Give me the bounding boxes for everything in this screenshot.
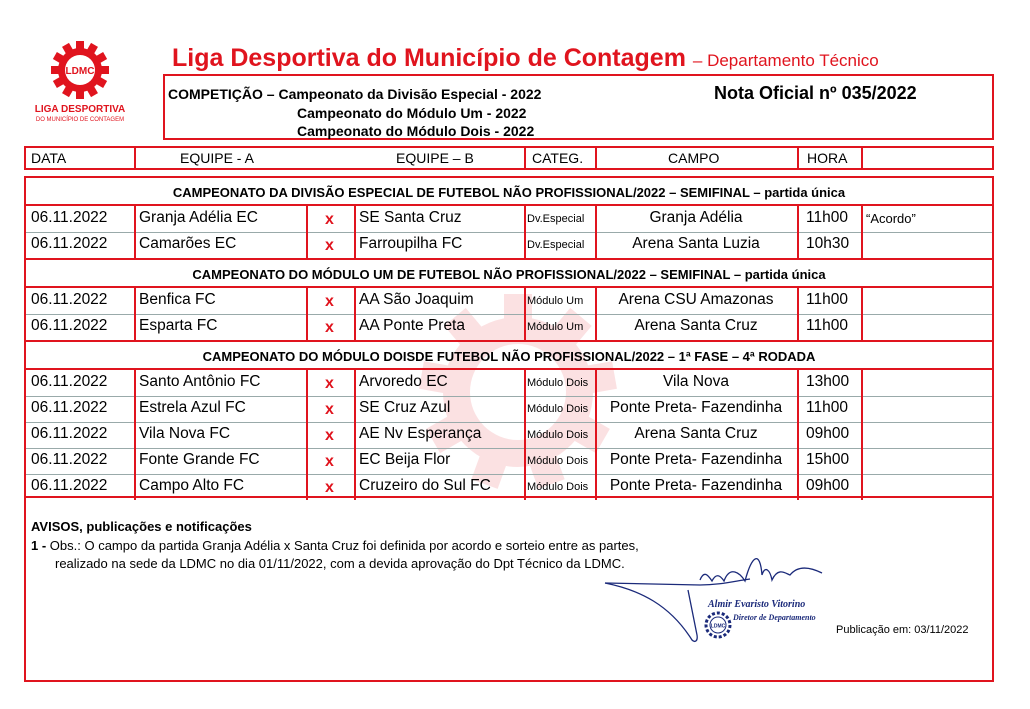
x-mark: x bbox=[325, 479, 334, 496]
row-divider bbox=[26, 448, 992, 449]
col-divider bbox=[524, 368, 526, 500]
col-divider bbox=[134, 146, 136, 170]
match-date: 06.11.2022 bbox=[31, 425, 108, 442]
col-header-campo: CAMPO bbox=[668, 150, 720, 166]
match-time: 10h30 bbox=[806, 235, 850, 252]
row-divider bbox=[26, 422, 992, 423]
col-divider bbox=[595, 368, 597, 500]
match-time: 09h00 bbox=[806, 425, 850, 442]
col-header-data: DATA bbox=[31, 150, 67, 166]
col-divider bbox=[354, 368, 356, 500]
col-divider bbox=[354, 286, 356, 340]
logo-name: LIGA DESPORTIVA bbox=[34, 104, 126, 115]
match-date: 06.11.2022 bbox=[31, 209, 108, 226]
field-name: Granja Adélia bbox=[649, 209, 743, 226]
col-divider bbox=[306, 286, 308, 340]
section-divider bbox=[24, 204, 994, 206]
col-header-equipe-b: EQUIPE – B bbox=[396, 150, 474, 166]
section-title: CAMPEONATO DO MÓDULO DOISDE FUTEBOL NÃO PROFISSIONAL/2022 – 1ª FASE – 4ª RODADA bbox=[202, 349, 816, 364]
team-a: Granja Adélia EC bbox=[139, 209, 258, 226]
category: Módulo Um bbox=[527, 295, 584, 307]
logo-text: LDMC bbox=[65, 66, 95, 77]
avisos-heading bbox=[31, 519, 252, 534]
publication-date: Publicação em: 03/11/2022 bbox=[836, 624, 969, 636]
avisos-heading-bold: AVISOS bbox=[31, 519, 80, 534]
col-header-equipe-a: EQUIPE - A bbox=[180, 150, 254, 166]
team-b: SE Cruz Azul bbox=[359, 399, 451, 416]
category: Dv.Especial bbox=[527, 213, 585, 225]
field-name: Ponte Preta- Fazendinha bbox=[609, 451, 783, 468]
category: Módulo Dois bbox=[527, 455, 589, 467]
team-b: SE Santa Cruz bbox=[359, 209, 462, 226]
category: Módulo Dois bbox=[527, 377, 589, 389]
col-divider bbox=[595, 146, 597, 170]
col-divider bbox=[595, 286, 597, 340]
section-title: CAMPEONATO DA DIVISÃO ESPECIAL DE FUTEBOL NÃO PROFISSIONAL/2022 – SEMIFINAL – partida única bbox=[172, 185, 846, 200]
field-name: Vila Nova bbox=[662, 373, 730, 390]
team-a: Estrela Azul FC bbox=[139, 399, 246, 416]
field-name: Arena CSU Amazonas bbox=[618, 291, 774, 308]
director-signature bbox=[600, 545, 840, 650]
match-time: 13h00 bbox=[806, 373, 850, 390]
row-divider bbox=[26, 396, 992, 397]
org-name: Liga Desportiva do Município de Contagem bbox=[172, 44, 686, 72]
col-divider bbox=[797, 204, 799, 258]
match-time: 15h00 bbox=[806, 451, 850, 468]
match-date: 06.11.2022 bbox=[31, 399, 108, 416]
column-header-bar bbox=[24, 146, 994, 170]
category: Módulo Dois bbox=[527, 481, 589, 493]
signature-role: Diretor de Departamento bbox=[733, 613, 816, 622]
nota-oficial: Nota Oficial nº 035/2022 bbox=[714, 83, 917, 103]
section-title: CAMPEONATO DO MÓDULO UM DE FUTEBOL NÃO PROFISSIONAL/2022 – SEMIFINAL – partida única bbox=[192, 267, 826, 282]
col-divider bbox=[134, 368, 136, 500]
team-a: Santo Antônio FC bbox=[139, 373, 261, 390]
match-date: 06.11.2022 bbox=[31, 477, 108, 494]
team-a: Esparta FC bbox=[139, 317, 218, 334]
col-divider bbox=[524, 146, 526, 170]
aviso-line-2: realizado na sede da LDMC no dia 01/11/2022, com a devida aprovação do Dpt Técnico da LDMC. bbox=[55, 556, 625, 571]
row-divider bbox=[26, 474, 992, 475]
col-divider bbox=[306, 368, 308, 500]
match-time: 11h00 bbox=[806, 399, 848, 416]
avisos-heading-rest: , publicações e notificações bbox=[79, 519, 252, 534]
competition-line-3: Campeonato do Módulo Dois - 2022 bbox=[297, 123, 535, 139]
section-divider bbox=[24, 258, 994, 260]
col-divider bbox=[595, 204, 597, 258]
match-date: 06.11.2022 bbox=[31, 317, 108, 334]
team-b: AA Ponte Preta bbox=[359, 317, 465, 334]
col-divider bbox=[861, 286, 863, 340]
field-name: Ponte Preta- Fazendinha bbox=[609, 399, 783, 416]
section-divider bbox=[24, 340, 994, 342]
category: Módulo Dois bbox=[527, 403, 589, 415]
gear-logo-icon bbox=[24, 38, 136, 128]
team-a: Campo Alto FC bbox=[139, 477, 245, 494]
x-mark: x bbox=[325, 375, 334, 392]
competition-line-1: COMPETIÇÃO – Campeonato da Divisão Especial - 2022 bbox=[168, 86, 542, 102]
col-divider bbox=[861, 204, 863, 258]
row-divider bbox=[26, 314, 992, 315]
field-name: Arena Santa Cruz bbox=[634, 317, 758, 334]
aviso-number: 1 - bbox=[31, 538, 47, 553]
team-b: EC Beija Flor bbox=[359, 451, 451, 468]
match-date: 06.11.2022 bbox=[31, 235, 108, 252]
logo-sub: DO MUNICÍPIO DE CONTAGEM bbox=[35, 117, 125, 123]
field-name: Arena Santa Luzia bbox=[632, 235, 760, 252]
aviso-text-1: Obs.: O campo da partida Granja Adélia x Santa Cruz foi definida por acordo e sorteio entre as partes, bbox=[49, 538, 639, 553]
col-divider bbox=[134, 204, 136, 258]
col-divider bbox=[306, 204, 308, 258]
team-a: Vila Nova FC bbox=[139, 425, 231, 442]
competition-line-2: Campeonato do Módulo Um - 2022 bbox=[297, 105, 527, 121]
x-mark: x bbox=[325, 211, 334, 228]
field-name: Ponte Preta- Fazendinha bbox=[609, 477, 783, 494]
x-mark: x bbox=[325, 427, 334, 444]
ldmc-logo bbox=[24, 38, 136, 128]
x-mark: x bbox=[325, 293, 334, 310]
team-a: Camarões EC bbox=[139, 235, 237, 252]
col-divider bbox=[524, 286, 526, 340]
section-divider bbox=[24, 286, 994, 288]
match-time: 11h00 bbox=[806, 291, 848, 308]
match-date: 06.11.2022 bbox=[31, 291, 108, 308]
team-b: AE Nv Esperança bbox=[359, 425, 482, 442]
match-date: 06.11.2022 bbox=[31, 451, 108, 468]
match-time: 09h00 bbox=[806, 477, 850, 494]
match-date: 06.11.2022 bbox=[31, 373, 108, 390]
category: Módulo Dois bbox=[527, 429, 589, 441]
org-title bbox=[172, 44, 879, 73]
team-a: Benfica FC bbox=[139, 291, 216, 308]
match-time: 11h00 bbox=[806, 209, 848, 226]
col-divider bbox=[524, 204, 526, 258]
signature-name: Almir Evaristo Vitorino bbox=[708, 599, 806, 610]
x-mark: x bbox=[325, 319, 334, 336]
col-header-categ: CATEG. bbox=[532, 150, 584, 166]
col-divider bbox=[861, 368, 863, 500]
aviso-line-1 bbox=[31, 538, 639, 553]
category: Dv.Especial bbox=[527, 239, 585, 251]
x-mark: x bbox=[325, 401, 334, 418]
team-b: Farroupilha FC bbox=[359, 235, 463, 252]
row-divider bbox=[26, 232, 992, 233]
team-b: AA São Joaquim bbox=[359, 291, 474, 308]
x-mark: x bbox=[325, 237, 334, 254]
field-name: Arena Santa Cruz bbox=[634, 425, 758, 442]
col-divider bbox=[797, 146, 799, 170]
col-divider bbox=[797, 368, 799, 500]
col-header-hora: HORA bbox=[807, 150, 848, 166]
section-divider bbox=[24, 368, 994, 370]
team-b: Arvoredo EC bbox=[359, 373, 448, 390]
col-divider bbox=[861, 146, 863, 170]
signature-stamp-icon bbox=[706, 613, 730, 637]
dept-name: – Departamento Técnico bbox=[692, 51, 879, 70]
stamp-text: LDMC bbox=[710, 623, 726, 630]
match-time: 11h00 bbox=[806, 317, 848, 334]
observation: “Acordo” bbox=[866, 211, 916, 226]
col-divider bbox=[354, 204, 356, 258]
col-divider bbox=[797, 286, 799, 340]
col-divider bbox=[134, 286, 136, 340]
team-a: Fonte Grande FC bbox=[139, 451, 260, 468]
x-mark: x bbox=[325, 453, 334, 470]
category: Módulo Um bbox=[527, 321, 584, 333]
team-b: Cruzeiro do Sul FC bbox=[359, 477, 491, 494]
